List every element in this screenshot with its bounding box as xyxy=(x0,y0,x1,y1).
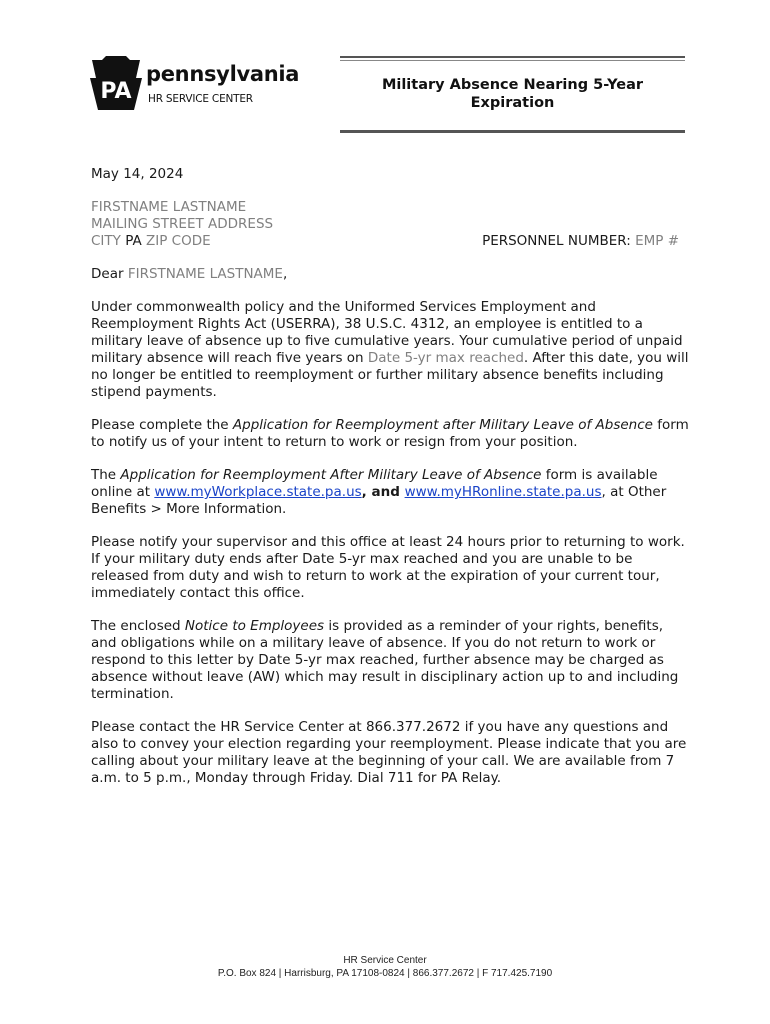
keystone-icon xyxy=(90,56,142,110)
paragraph-3 xyxy=(91,467,691,518)
page-footer xyxy=(0,954,770,980)
myworkplace-link[interactable]: www.myWorkplace.state.pa.us xyxy=(154,484,362,500)
p3-text-d: , at Other Benefits > More Information. xyxy=(91,484,667,517)
personnel-value: EMP # xyxy=(635,233,679,249)
address-block xyxy=(91,199,691,250)
paragraph-6: Please contact the HR Service Center at 866.377.2672 if you have any questions and also to convey your election regarding your reemployment. Please indicate that you are calling about your military leave at the beginning of your call. We are available from 7 a.m. to 5 p.m., Monday through Friday. Dial 711 for PA Relay. xyxy=(91,719,687,786)
paragraph-5 xyxy=(91,618,691,703)
footer-line-1: HR Service Center xyxy=(343,955,427,966)
letter-body xyxy=(91,166,691,787)
p2-form-name: Application for Reemployment after Military Leave of Absence xyxy=(232,417,653,433)
p1-text-b: . After this date, you will no longer be entitled to reemployment or further military absence benefits including stipend payments. xyxy=(91,350,689,400)
paragraph-1 xyxy=(91,299,691,401)
p2-text-a: Please complete the xyxy=(91,417,233,433)
p1-text-a: Under commonwealth policy and the Uniformed Services Employment and Reemployment Rights Act (USERRA), 38 U.S.C. 4312, an employee is entitled to a military leave of absence up to five cumulative years. Your cumulative period of unpaid military absence will reach five years on xyxy=(91,299,683,366)
p2-text-b: form to notify us of your intent to return to work or resign from your position. xyxy=(91,417,689,450)
paragraph-4: Please notify your supervisor and this office at least 24 hours prior to returning to work. If your military duty ends after Date 5-yr max reached and you are unable to be released from duty and wish to return to work at the expiration of your current tour, immediately contact this office. xyxy=(91,534,685,601)
salutation-word: Dear xyxy=(91,266,124,282)
p3-text-b: form is available online at xyxy=(91,467,658,500)
logo-subtitle: HR SERVICE CENTER xyxy=(148,93,253,105)
myhronline-link[interactable]: www.myHRonline.state.pa.us xyxy=(404,484,602,500)
p5-notice-name: Notice to Employees xyxy=(184,618,325,634)
footer-line-2: P.O. Box 824 | Harrisburg, PA 17108-0824 | 866.377.2672 | F 717.425.7190 xyxy=(217,968,553,979)
salutation-name: FIRSTNAME LASTNAME xyxy=(127,266,283,282)
title-line-1: Military Absence Nearing 5-Year xyxy=(381,77,644,93)
title-rule-top-thin xyxy=(340,60,685,61)
personnel-label: PERSONNEL NUMBER: xyxy=(482,233,631,249)
recipient-street: MAILING STREET ADDRESS xyxy=(91,216,274,232)
p5-text-b: is provided as a reminder of your rights, benefits, and obligations while on a military leave of absence. If you do not return to work or respond to this letter by Date 5-yr max reached, further absence may be charged as absence without leave (AW) which may result in disciplinary action up to and including termination. xyxy=(91,618,679,702)
document-title xyxy=(340,76,685,112)
city-line xyxy=(91,233,691,250)
letter-date: May 14, 2024 xyxy=(91,166,184,182)
document-title-block xyxy=(340,56,685,134)
recipient-zip: ZIP CODE xyxy=(146,233,211,249)
salutation: Dear FIRSTNAME LASTNAME, xyxy=(91,266,288,282)
p3-form-name: Application for Reemployment After Military Leave of Absence xyxy=(120,467,542,483)
title-line-2: Expiration xyxy=(470,95,555,111)
personnel-number xyxy=(482,233,679,250)
p3-text-a: The xyxy=(91,467,121,483)
paragraph-2 xyxy=(91,417,691,451)
recipient-name: FIRSTNAME LASTNAME xyxy=(91,199,247,215)
title-rule-bottom xyxy=(340,130,685,133)
recipient-city: CITY xyxy=(91,233,121,249)
logo-badge-text: PA xyxy=(100,79,132,104)
recipient-state: PA xyxy=(125,233,142,249)
logo-wordmark: pennsylvania xyxy=(146,62,300,86)
title-rule-top xyxy=(340,56,685,58)
p3-text-c: , and xyxy=(361,484,405,500)
p5-text-a: The enclosed xyxy=(91,618,185,634)
pennsylvania-logo xyxy=(90,56,310,112)
p1-date-field: Date 5-yr max reached xyxy=(367,350,524,366)
